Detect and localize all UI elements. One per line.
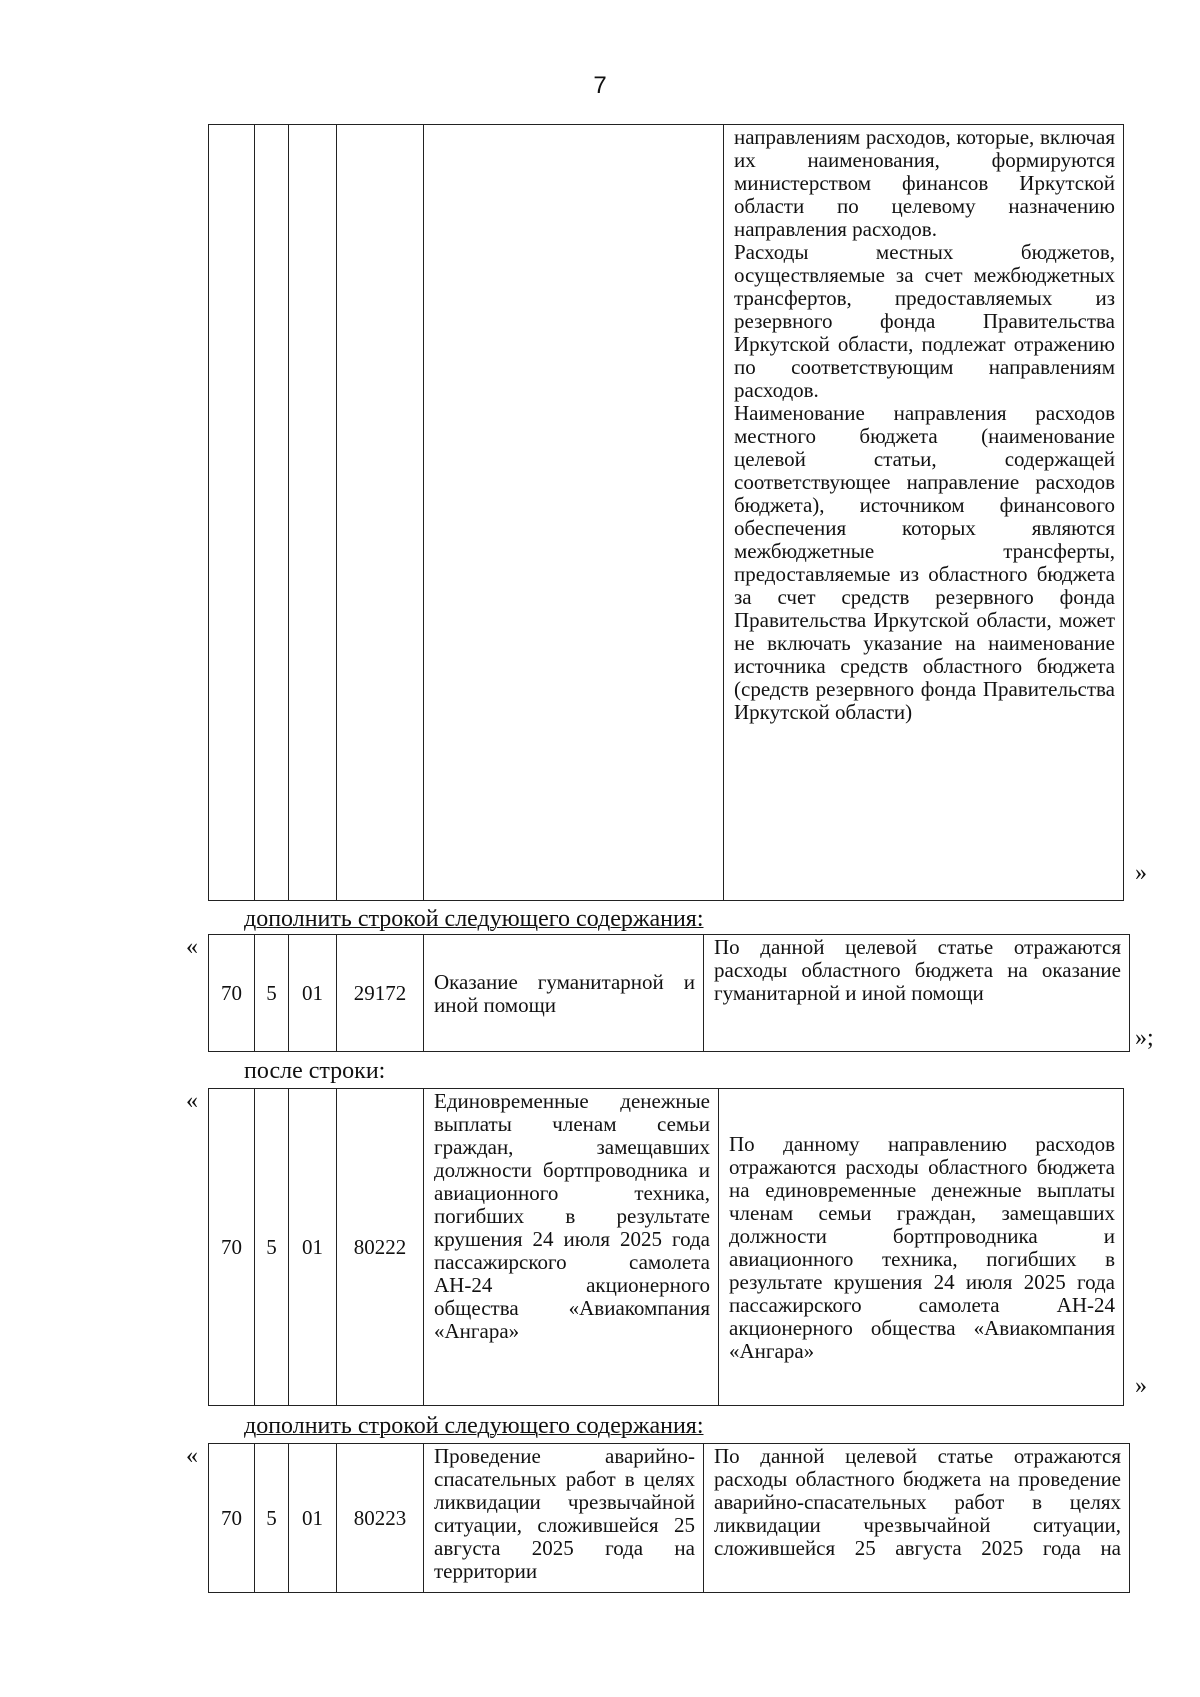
code-cell: 29172 bbox=[337, 935, 424, 1052]
code-cell: 5 bbox=[255, 1444, 289, 1593]
description-paragraph: направлениям расходов, которые, включая их наименования, формируются министерством финансов Иркутской области по целевому назначению направления расходов. bbox=[734, 125, 1115, 241]
description-cell: По данной целевой статье отражаются расходы областного бюджета на проведение аварийно-спасательных работ в целях ликвидации чрезвычайной ситуации, сложившейся 25 августа 2025 года на bbox=[704, 1444, 1130, 1593]
code-cell: 70 bbox=[209, 935, 255, 1052]
code-cell-empty bbox=[337, 125, 424, 901]
name-cell: Единовременные денежные выплаты членам семьи граждан, замещавших должности бортпроводника и авиационного техника, погибших в результате крушения 24 июля 2025 года пассажирского самолета АН-24 акционерного общества «Авиакомпания «Ангара» bbox=[424, 1089, 719, 1406]
code-cell: 01 bbox=[289, 1089, 337, 1406]
code-cell: 70 bbox=[209, 1444, 255, 1593]
close-quote: » bbox=[1135, 1373, 1147, 1399]
description-cell: По данному направлению расходов отражаются расходы областного бюджета на единовременные денежные выплаты членам семьи граждан, замещавших должности бортпроводника и авиационного техника, погибших в результате крушения 24 июля 2025 года пассажирского самолета АН-24 акционерного общества «Авиакомпания «Ангара» bbox=[719, 1089, 1124, 1406]
close-quote: » bbox=[1135, 860, 1147, 886]
row-29172-table bbox=[208, 934, 1130, 1052]
row-80223-table bbox=[208, 1443, 1130, 1593]
continued-table bbox=[208, 124, 1124, 901]
table-row bbox=[209, 935, 1130, 1052]
code-cell: 01 bbox=[289, 1444, 337, 1593]
instruction-add-row: дополнить строкой следующего содержания: bbox=[244, 1413, 704, 1439]
code-cell-empty bbox=[209, 125, 255, 901]
instruction-add-row: дополнить строкой следующего содержания: bbox=[244, 906, 704, 932]
table-row bbox=[209, 1444, 1130, 1593]
instruction-after-row: после строки: bbox=[244, 1058, 386, 1084]
description-cell bbox=[724, 125, 1124, 901]
close-quote: »; bbox=[1135, 1025, 1154, 1051]
name-cell: Проведение аварийно-спасательных работ в целях ликвидации чрезвычайной ситуации, сложившейся 25 августа 2025 года на территории bbox=[424, 1444, 704, 1593]
code-cell-empty bbox=[255, 125, 289, 901]
code-cell: 5 bbox=[255, 1089, 289, 1406]
open-quote: « bbox=[186, 1088, 198, 1114]
table-row bbox=[209, 125, 1124, 901]
name-cell-empty bbox=[424, 125, 724, 901]
description-paragraph: Расходы местных бюджетов, осуществляемые за счет межбюджетных трансфертов, предоставляемых из резервного фонда Правительства Иркутской области, подлежат отражению по соответствующим направлениям расходов. bbox=[734, 240, 1115, 402]
code-cell: 5 bbox=[255, 935, 289, 1052]
row-80222-table bbox=[208, 1088, 1124, 1406]
code-cell: 80222 bbox=[337, 1089, 424, 1406]
name-cell: Оказание гуманитарной и иной помощи bbox=[424, 935, 704, 1052]
page-number: 7 bbox=[593, 72, 607, 99]
open-quote: « bbox=[186, 934, 198, 960]
open-quote: « bbox=[186, 1443, 198, 1469]
code-cell: 01 bbox=[289, 935, 337, 1052]
code-cell: 70 bbox=[209, 1089, 255, 1406]
code-cell: 80223 bbox=[337, 1444, 424, 1593]
description-cell: По данной целевой статье отражаются расходы областного бюджета на оказание гуманитарной и иной помощи bbox=[704, 935, 1130, 1052]
table-row bbox=[209, 1089, 1124, 1406]
description-paragraph: Наименование направления расходов местного бюджета (наименование целевой статьи, содержащей соответствующее направление расходов бюджета), источником финансового обеспечения которых являются межбюджетные трансферты, предоставляемые из областного бюджета за счет средств резервного фонда Правительства Иркутской области, может не включать указание на наименование источника средств областного бюджета (средств резервного фонда Правительства Иркутской области) bbox=[734, 401, 1115, 724]
code-cell-empty bbox=[289, 125, 337, 901]
